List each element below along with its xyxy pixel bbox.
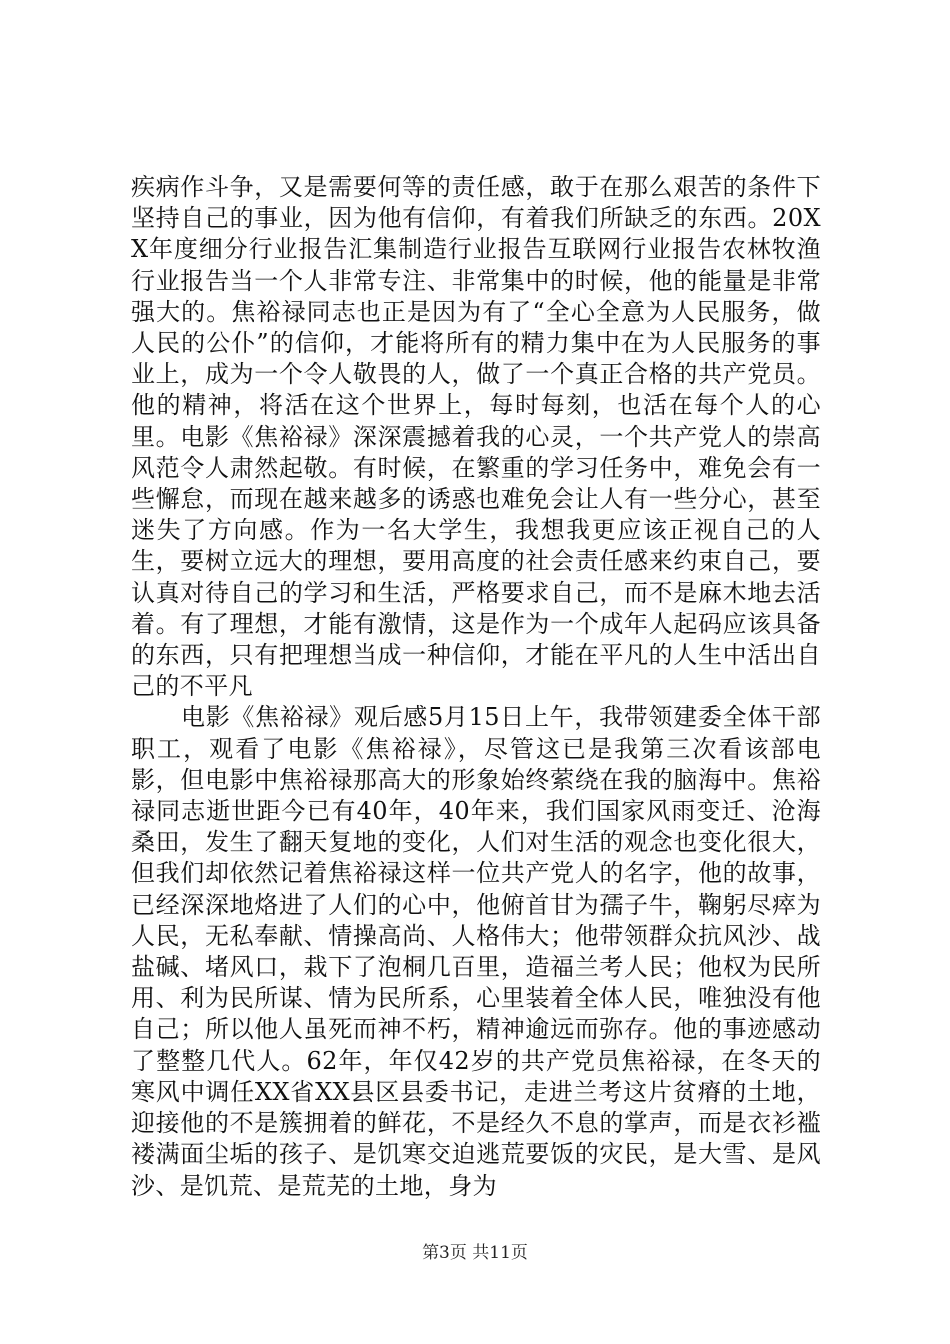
body-text: [131, 172, 821, 1202]
paragraph-1: 疾病作斗争，又是需要何等的责任感，敢于在那么艰苦的条件下坚持自己的事业，因为他有信仰，有着我们所缺乏的东西。20XX年度细分行业报告汇集制造行业报告互联网行业报告农林牧渔行业报告当一个人非常专注、非常集中的时候，他的能量是非常强大的。焦裕禄同志也正是因为有了“全心全意为人民服务，做人民的公仆”的信仰，才能将所有的精力集中在为人民服务的事业上，成为一个令人敬畏的人，做了一个真正合格的共产党员。他的精神，将活在这个世界上，每时每刻，也活在每个人的心里。电影《焦裕禄》深深震撼着我的心灵，一个共产党人的崇高风范令人肃然起敬。有时候，在繁重的学习任务中，难免会有一些懈怠，而现在越来越多的诱惑也难免会让人有一些分心，甚至迷失了方向感。作为一名大学生，我想我更应该正视自己的人生，要树立远大的理想，要用高度的社会责任感来约束自己，要认真对待自己的学习和生活，严格要求自己，而不是麻木地去活着。有了理想，才能有激情，这是作为一个成年人起码应该具备的东西，只有把理想当成一种信仰，才能在平凡的人生中活出自己的不平凡: [131, 173, 821, 701]
paragraph-2: 电影《焦裕禄》观后感5月15日上午，我带领建委全体干部职工，观看了电影《焦裕禄》，尽管这已是我第三次看该部电影，但电影中焦裕禄那高大的形象始终萦绕在我的脑海中。焦裕禄同志逝世距今已有40年，40年来，我们国家风雨变迁、沧海桑田，发生了翻天复地的变化，人们对生活的观念也变化很大，但我们却依然记着焦裕禄这样一位共产党人的名字，他的故事，已经深深地烙进了人们的心中，他俯首甘为孺子牛，鞠躬尽瘁为人民，无私奉献、情操高尚、人格伟大；他带领群众抗风沙、战盐碱、堵风口，栽下了泡桐几百里，造福兰考人民；他权为民所用、利为民所谋、情为民所系，心里装着全体人民，唯独没有他自己；所以他人虽死而神不朽，精神逾远而弥存。他的事迹感动了整整几代人。62年，年仅42岁的共产党员焦裕禄，在冬天的寒风中调任XX省XX县区县委书记，走进兰考这片贫瘠的土地，迎接他的不是簇拥着的鲜花，不是经久不息的掌声，而是衣衫褴褛满面尘垢的孩子、是饥寒交迫逃荒要饭的灾民，是大雪、是风沙、是饥荒、是荒芜的土地，身为: [131, 703, 821, 1200]
page-number-footer: 第3页 共11页: [422, 1243, 528, 1263]
